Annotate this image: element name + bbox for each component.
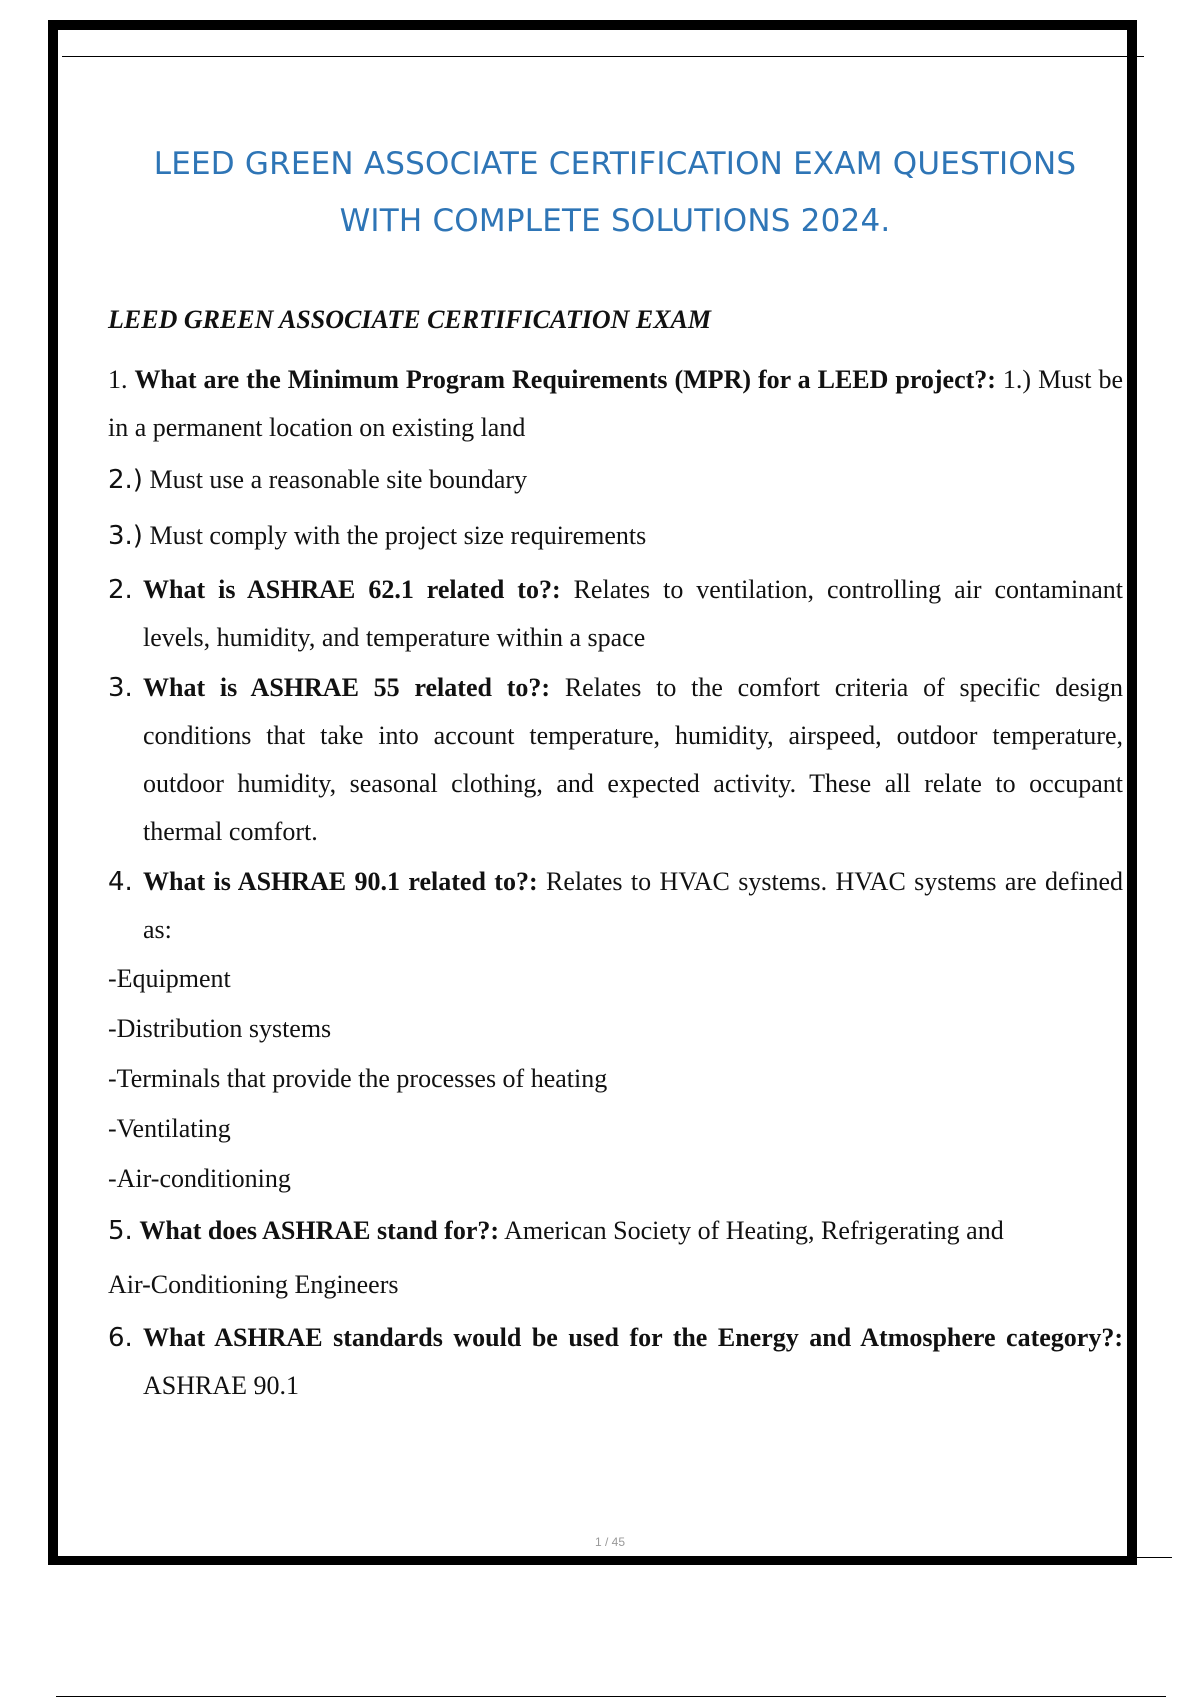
question-1-number: 1. [108,365,128,394]
question-2-number: 2. [108,575,133,605]
question-3-text: What is ASHRAE 55 related to?: [143,673,551,702]
question-4 [108,858,1123,954]
question-4-text: What is ASHRAE 90.1 related to?: [143,867,538,896]
question-3 [108,664,1123,856]
header-rule [62,56,1144,57]
hvac-item: -Terminals that provide the processes of heating [108,1064,608,1093]
next-page-rule [56,1696,1166,1697]
subitem-3-number: 3.) [108,521,143,551]
hvac-item: -Ventilating [108,1114,231,1143]
footer-rule [62,1557,1172,1558]
question-1-subitem-2 [108,452,1123,508]
question-4-answer: Relates to HVAC systems. HVAC systems are defined as: [143,867,1123,944]
question-6-answer: ASHRAE 90.1 [143,1371,300,1400]
question-5 [108,1204,1123,1258]
question-5-number: 5. [108,1216,133,1246]
question-2-answer: Relates to ventilation, controlling air contaminant levels, humidity, and temperature within a space [143,575,1123,652]
title-line-2: WITH COMPLETE SOLUTIONS 2024. [339,203,891,239]
subitem-2-text: Must use a reasonable site boundary [149,465,528,494]
hvac-item: -Distribution systems [108,1014,332,1043]
question-1-text: What are the Minimum Program Requirements (MPR) for a LEED project?: [134,365,996,394]
question-5-answer-line-2: Air-Conditioning Engineers [108,1270,399,1299]
hvac-item: -Equipment [108,964,231,993]
subitem-2-number: 2.) [108,465,143,495]
document-body [108,304,1123,1410]
hvac-item: -Air-conditioning [108,1164,291,1193]
question-6-body [143,1314,1123,1410]
section-subtitle: LEED GREEN ASSOCIATE CERTIFICATION EXAM [108,305,712,334]
question-3-number: 3. [108,673,133,703]
question-6 [108,1314,1123,1410]
question-2 [108,566,1123,662]
question-6-number: 6. [108,1323,133,1353]
question-5-answer-line-1: American Society of Heating, Refrigerating and [504,1216,1004,1245]
question-6-text: What ASHRAE standards would be used for the Energy and Atmosphere category?: [143,1323,1123,1352]
question-1-answer-start: 1.) [1002,365,1032,394]
question-4-body [143,858,1123,954]
title-line-1: LEED GREEN ASSOCIATE CERTIFICATION EXAM QUESTIONS [153,146,1077,182]
question-1-answer-line: Must be in a permanent location on existing land [108,365,1124,442]
document-title [110,136,1120,250]
question-5-text: What does ASHRAE stand for?: [139,1216,500,1245]
subitem-3-text: Must comply with the project size requirements [149,521,647,550]
question-2-text: What is ASHRAE 62.1 related to?: [143,575,561,604]
page-number: 1 / 45 [594,1535,626,1549]
question-1 [108,356,1123,452]
question-4-number: 4. [108,867,133,897]
question-3-answer: Relates to the comfort criteria of specific design conditions that take into account temperature, humidity, airspeed, outdoor temperature, outdoor humidity, seasonal clothing, and expected activity. These all relate to occupant thermal comfort. [143,673,1123,846]
question-1-subitem-3 [108,508,1123,564]
question-3-body [143,664,1123,856]
question-2-body [143,566,1123,662]
